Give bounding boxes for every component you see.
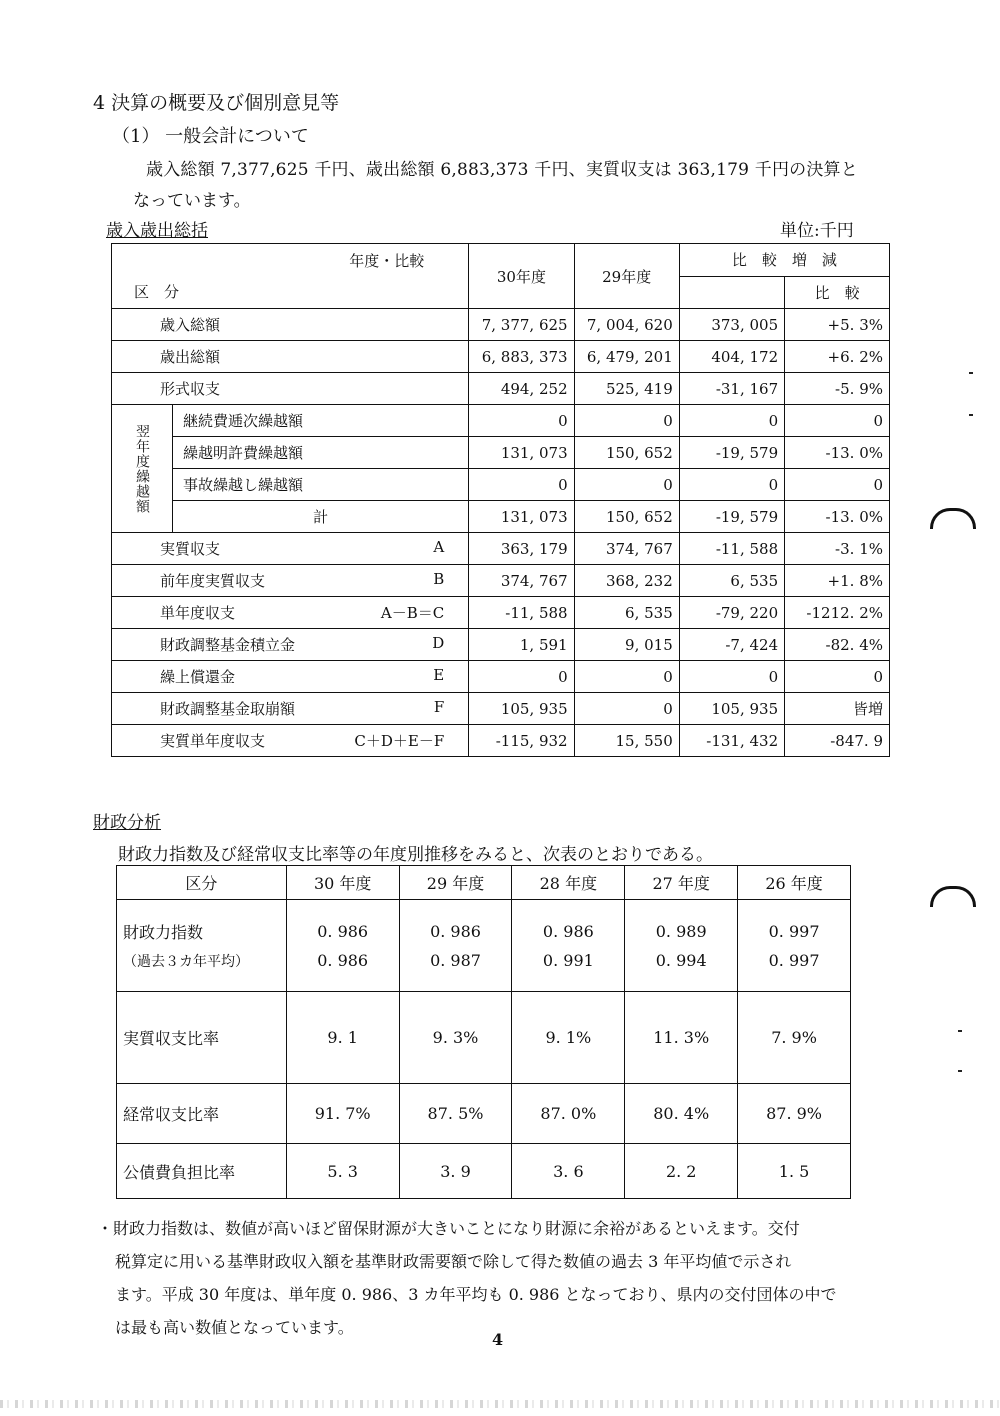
index-avg-value: 0. 991: [542, 950, 594, 970]
scan-speck: [958, 1030, 962, 1032]
summary-line-1: 歳入総額 7,377,625 千円、歳出総額 6,883,373 千円、実質収支は 363,179 千円の決算と: [146, 160, 858, 180]
index-value: 0. 986: [430, 921, 481, 941]
row-label-cell: [112, 725, 469, 757]
cell-diff: -131, 432: [679, 725, 784, 757]
cell-fy29: 525, 419: [574, 373, 679, 405]
note-line: 税算定に用いる基準財政収入額を基準財政需要額で除して得た数値の過去 3 年平均値で示され: [115, 1252, 792, 1271]
row-label: 公債費負担比率: [117, 1144, 287, 1199]
cell: 5. 3: [286, 1144, 399, 1199]
row-label: 実質収支: [160, 540, 221, 558]
index-avg-value: 0. 986: [317, 950, 369, 970]
row-code: A－B＝C: [380, 604, 445, 622]
header-cell: 26 年度: [738, 866, 851, 900]
note-line: は最も高い数値となっています。: [115, 1318, 354, 1337]
cell-ratio: -13. 0%: [785, 437, 890, 469]
row-label-cell: [117, 900, 287, 992]
table-row: [112, 693, 890, 725]
table-row: [112, 501, 890, 533]
cell-fy29: 368, 232: [574, 565, 679, 597]
row-label: 事故繰越し繰越額: [173, 469, 469, 501]
cell-diff: 0: [679, 405, 784, 437]
cell-ratio: 皆増: [785, 693, 890, 725]
cell: 11. 3%: [625, 992, 738, 1084]
row-label: 経常収支比率: [117, 1084, 287, 1144]
row-label-cell: [112, 693, 469, 725]
row-sub-label: （過去３カ年平均）: [123, 954, 249, 970]
row-code: D: [432, 634, 445, 652]
cell: 87. 5%: [399, 1084, 512, 1144]
table1-title: 歳入歳出総括: [106, 221, 208, 241]
table-row: [112, 661, 890, 693]
cell-diff: 404, 172: [679, 341, 784, 373]
cell-fy29: 6, 535: [574, 597, 679, 629]
cell: 87. 9%: [738, 1084, 851, 1144]
table-row: [117, 1084, 851, 1144]
row-label-cell: [112, 661, 469, 693]
cell-diff: 0: [679, 469, 784, 501]
index-avg-value: 0. 987: [430, 950, 481, 970]
row-label: 形式収支: [112, 373, 469, 405]
subsection-heading: （1） 一般会計について: [112, 126, 309, 147]
row-label: 単年度収支: [160, 604, 236, 622]
header-cell: 30 年度: [286, 866, 399, 900]
cell-ratio: -847. 9: [785, 725, 890, 757]
cell-fy30: 374, 767: [469, 565, 574, 597]
cell-diff: 0: [679, 661, 784, 693]
cell-fy30: 7, 377, 625: [469, 309, 574, 341]
table-row: [112, 341, 890, 373]
cell-fy30: 131, 073: [469, 501, 574, 533]
cell: [625, 900, 738, 992]
binding-punch-mark: [930, 886, 976, 907]
cell-fy30: 0: [469, 405, 574, 437]
index-value: 0. 986: [542, 921, 594, 941]
row-label-cell: [112, 533, 469, 565]
cell-ratio: +1. 8%: [785, 565, 890, 597]
cell-ratio: 0: [785, 405, 890, 437]
index-avg-value: 0. 994: [655, 950, 707, 970]
cell-fy30: -115, 932: [469, 725, 574, 757]
table-row: [117, 992, 851, 1084]
index-value: 0. 986: [317, 921, 369, 941]
section2-title: 財政分析: [93, 813, 161, 833]
cell-fy29: 0: [574, 693, 679, 725]
row-label: 実質収支比率: [117, 992, 287, 1084]
row-label: 繰上償還金: [160, 668, 236, 686]
header-cell: 27 年度: [625, 866, 738, 900]
cell-fy30: 0: [469, 469, 574, 501]
row-code: F: [433, 698, 445, 716]
cell: 1. 5: [738, 1144, 851, 1199]
index-value: 0. 997: [768, 921, 820, 941]
row-label: 財政調整基金取崩額: [160, 700, 296, 718]
cell: [399, 900, 512, 992]
row-label: 実質単年度収支: [160, 732, 266, 750]
scan-edge-noise: [0, 1400, 1000, 1408]
cell-diff: -31, 167: [679, 373, 784, 405]
cell-ratio: -82. 4%: [785, 629, 890, 661]
cell-fy29: 7, 004, 620: [574, 309, 679, 341]
row-label-cell: [112, 565, 469, 597]
cell-ratio: -5. 9%: [785, 373, 890, 405]
section-heading: 4 決算の概要及び個別意見等: [93, 92, 340, 114]
page-number: 4: [492, 1330, 504, 1349]
row-label: 繰越明許費繰越額: [173, 437, 469, 469]
cell-ratio: +5. 3%: [785, 309, 890, 341]
cell-diff: 373, 005: [679, 309, 784, 341]
cell: 87. 0%: [512, 1084, 625, 1144]
row-label: 財政調整基金積立金: [160, 636, 296, 654]
cell: 9. 3%: [399, 992, 512, 1084]
cell-fy30: 131, 073: [469, 437, 574, 469]
table-row: [112, 405, 890, 437]
scan-speck: [958, 1070, 962, 1072]
cell: [512, 900, 625, 992]
header-corner-top: 年度・比較: [349, 252, 425, 270]
cell-diff: -7, 424: [679, 629, 784, 661]
cell: 2. 2: [625, 1144, 738, 1199]
table-row: [112, 469, 890, 501]
table-row: [112, 533, 890, 565]
cell-fy29: 15, 550: [574, 725, 679, 757]
table-row: [112, 437, 890, 469]
cell-diff: 105, 935: [679, 693, 784, 725]
cell-fy29: 0: [574, 661, 679, 693]
table-row: [117, 1144, 851, 1199]
cell-fy30: 105, 935: [469, 693, 574, 725]
table-row: [112, 629, 890, 661]
row-label: 財政力指数: [123, 923, 204, 942]
cell-fy29: 0: [574, 469, 679, 501]
row-code: B: [433, 570, 445, 588]
cell-fy30: -11, 588: [469, 597, 574, 629]
cell-diff: -79, 220: [679, 597, 784, 629]
cell: [286, 900, 399, 992]
scan-speck: [969, 372, 973, 374]
cell-fy30: 494, 252: [469, 373, 574, 405]
row-label: 歳入総額: [112, 309, 469, 341]
cell-fy29: 374, 767: [574, 533, 679, 565]
header-corner-cell: [112, 244, 469, 309]
row-code: A: [433, 538, 445, 556]
header-corner-bottom: 区 分: [134, 283, 180, 301]
row-label: 歳出総額: [112, 341, 469, 373]
table-row: [112, 565, 890, 597]
cell-fy30: 363, 179: [469, 533, 574, 565]
row-label-cell: [112, 597, 469, 629]
cell-fy30: 6, 883, 373: [469, 341, 574, 373]
row-label: 継続費逓次繰越額: [173, 405, 469, 437]
cell: 3. 6: [512, 1144, 625, 1199]
header-diff-empty: [679, 276, 784, 309]
group-label: 翌年度繰越額: [112, 405, 173, 533]
cell-fy29: 150, 652: [574, 501, 679, 533]
cell-fy29: 0: [574, 405, 679, 437]
header-diff-group: 比 較 増 減: [679, 244, 889, 277]
row-label-cell: [112, 629, 469, 661]
revenue-expenditure-table: [111, 243, 890, 757]
table-row: [112, 373, 890, 405]
header-cell: 29 年度: [399, 866, 512, 900]
summary-line-2: なっています。: [133, 191, 251, 211]
cell-fy30: 0: [469, 661, 574, 693]
header-fy30: 30年度: [469, 244, 574, 309]
cell: 80. 4%: [625, 1084, 738, 1144]
financial-analysis-table: [116, 865, 851, 1199]
header-cell: 28 年度: [512, 866, 625, 900]
cell-diff: 6, 535: [679, 565, 784, 597]
cell: [738, 900, 851, 992]
header-cell: 区分: [117, 866, 287, 900]
table-row: [112, 309, 890, 341]
cell-fy29: 6, 479, 201: [574, 341, 679, 373]
note-line: ます。平成 30 年度は、単年度 0. 986、3 カ年平均も 0. 986 となっており、県内の交付団体の中で: [115, 1285, 837, 1304]
index-value: 0. 989: [655, 921, 707, 941]
cell-fy29: 150, 652: [574, 437, 679, 469]
table-row: [112, 725, 890, 757]
cell-diff: -19, 579: [679, 437, 784, 469]
row-code: E: [433, 666, 445, 684]
table-header-row: [117, 866, 851, 900]
note-paragraph: [97, 1212, 917, 1344]
cell-ratio: -13. 0%: [785, 501, 890, 533]
section2-intro: 財政力指数及び経常収支比率等の年度別推移をみると、次表のとおりである。: [118, 845, 713, 865]
cell-fy30: 1, 591: [469, 629, 574, 661]
row-label: 計: [173, 501, 469, 533]
header-fy29: 29年度: [574, 244, 679, 309]
cell: 7. 9%: [738, 992, 851, 1084]
cell-ratio: -1212. 2%: [785, 597, 890, 629]
index-avg-value: 0. 997: [768, 950, 820, 970]
cell-ratio: -3. 1%: [785, 533, 890, 565]
cell: 9. 1%: [512, 992, 625, 1084]
cell-ratio: 0: [785, 469, 890, 501]
scan-speck: [969, 414, 973, 416]
cell-diff: -11, 588: [679, 533, 784, 565]
row-code: C＋D＋E－F: [354, 732, 445, 750]
cell-fy29: 9, 015: [574, 629, 679, 661]
table-row: [117, 900, 851, 992]
cell: 91. 7%: [286, 1084, 399, 1144]
cell-diff: -19, 579: [679, 501, 784, 533]
cell: 3. 9: [399, 1144, 512, 1199]
table-row: [112, 597, 890, 629]
cell-ratio: 0: [785, 661, 890, 693]
cell: 9. 1: [286, 992, 399, 1084]
table1-unit: 単位:千円: [780, 221, 854, 241]
note-line: ・財政力指数は、数値が高いほど留保財源が大きいことになり財源に余裕があるといえます。交付: [97, 1219, 800, 1238]
header-ratio: 比 較: [785, 276, 890, 309]
cell-ratio: +6. 2%: [785, 341, 890, 373]
row-label: 前年度実質収支: [160, 572, 266, 590]
binding-punch-mark: [930, 508, 976, 529]
